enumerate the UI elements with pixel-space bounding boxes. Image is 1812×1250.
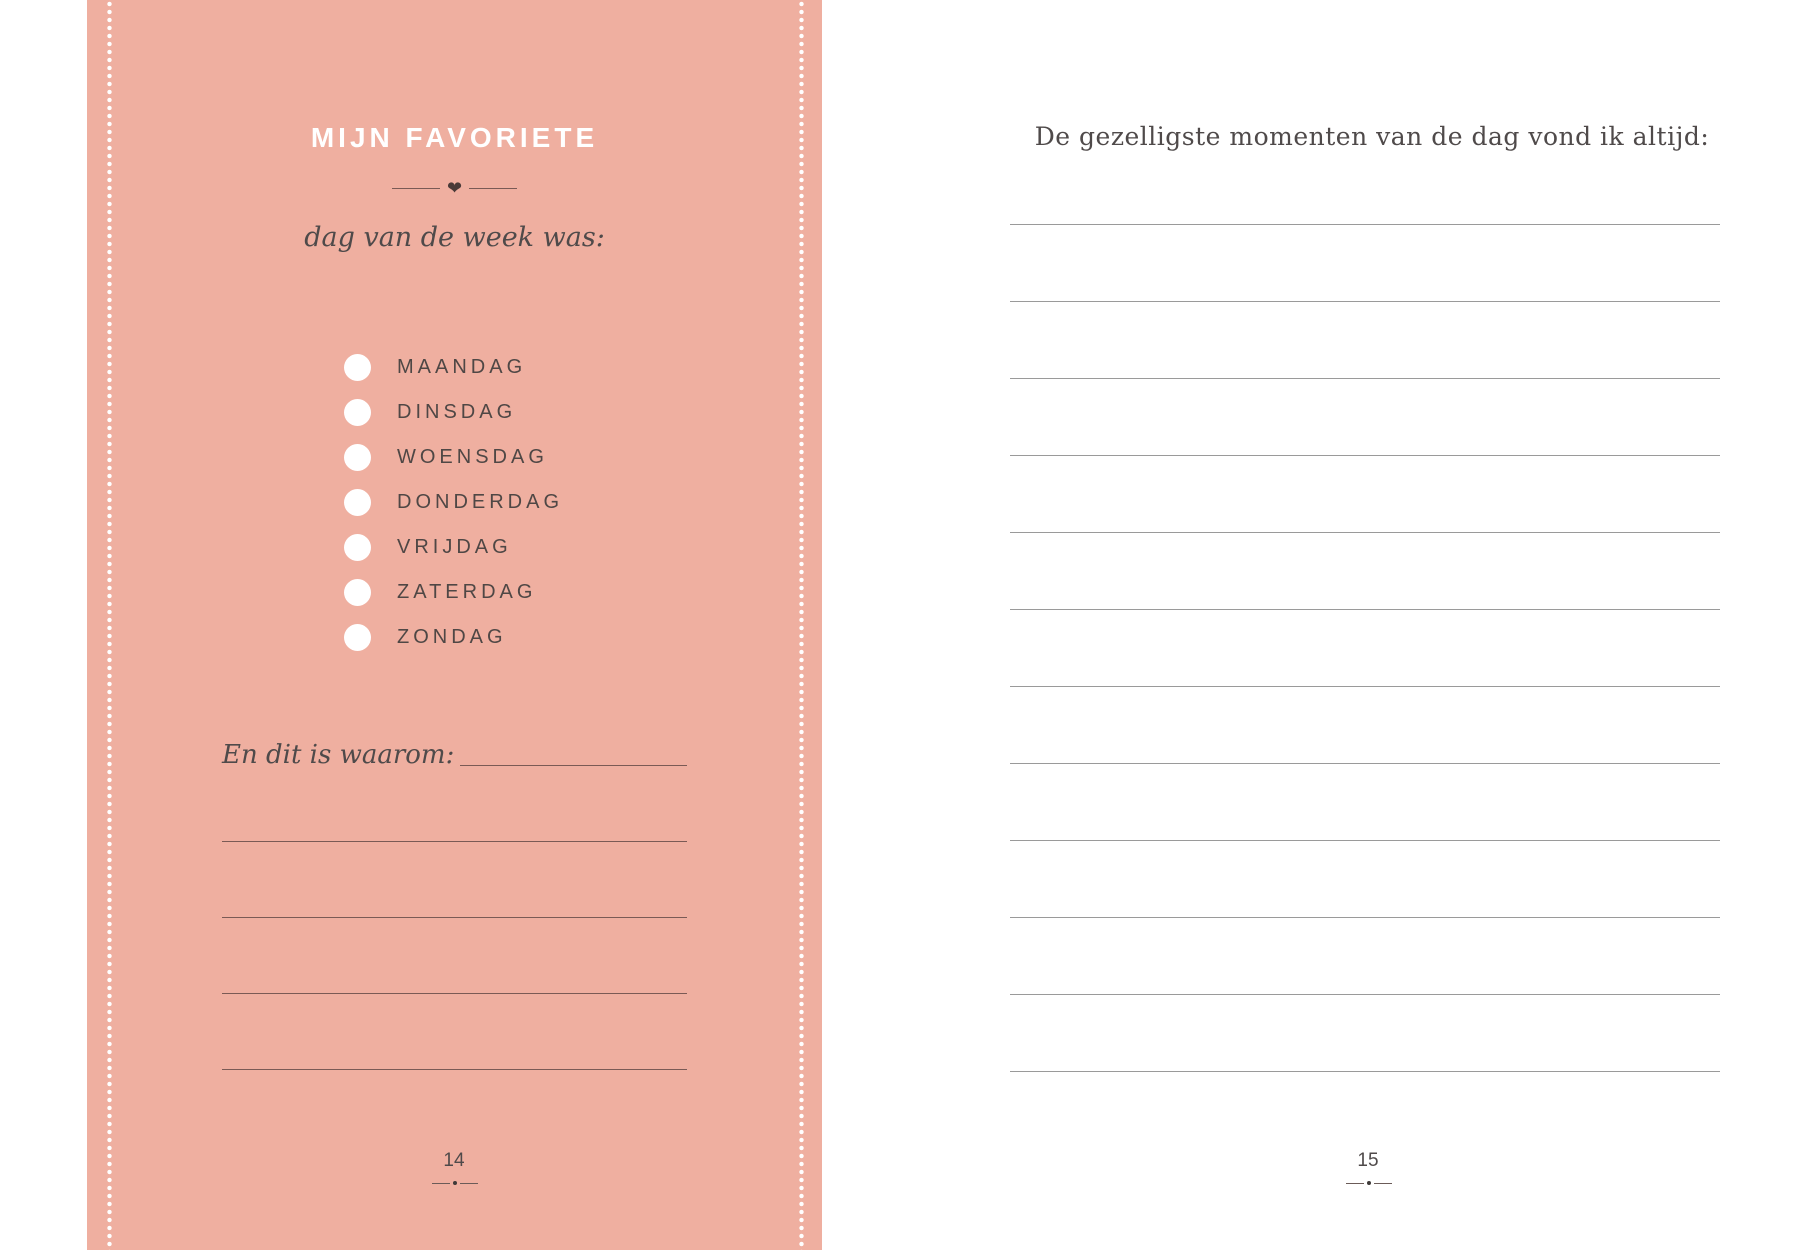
writing-line[interactable]: [222, 1069, 687, 1070]
writing-line[interactable]: [222, 993, 687, 994]
day-label: ZATERDAG: [397, 581, 537, 603]
divider-line-right: [469, 188, 517, 189]
heart-divider: [392, 176, 517, 200]
day-option-maandag[interactable]: [344, 345, 563, 390]
day-label: ZONDAG: [397, 626, 507, 648]
day-checklist: [344, 345, 563, 660]
writing-line[interactable]: [1010, 763, 1720, 764]
day-label: DINSDAG: [397, 401, 517, 423]
right-page: [822, 0, 1812, 1245]
writing-line[interactable]: [1010, 301, 1720, 302]
writing-line[interactable]: [1010, 917, 1720, 918]
writing-line[interactable]: [1010, 609, 1720, 610]
day-option-zondag[interactable]: [344, 615, 563, 660]
radio-circle-icon[interactable]: [344, 399, 371, 426]
radio-circle-icon[interactable]: [344, 534, 371, 561]
divider-line-left: [392, 188, 440, 189]
day-label: MAANDAG: [397, 356, 527, 378]
page-subtitle: dag van de week was:: [304, 222, 605, 253]
writing-line[interactable]: [1010, 840, 1720, 841]
day-option-donderdag[interactable]: [344, 480, 563, 525]
writing-line[interactable]: [1010, 686, 1720, 687]
day-label: VRIJDAG: [397, 536, 512, 558]
page-number: 14: [443, 1150, 465, 1171]
writing-line[interactable]: [222, 841, 687, 842]
writing-line[interactable]: [1010, 378, 1720, 379]
dotted-border-left: [107, 0, 112, 1250]
radio-circle-icon[interactable]: [344, 354, 371, 381]
day-option-zaterdag[interactable]: [344, 570, 563, 615]
heart-icon: ❤: [446, 178, 463, 198]
day-option-woensdag[interactable]: [344, 435, 563, 480]
radio-circle-icon[interactable]: [344, 579, 371, 606]
radio-circle-icon[interactable]: [344, 444, 371, 471]
writing-line[interactable]: [1010, 532, 1720, 533]
writing-line[interactable]: [1010, 224, 1720, 225]
dotted-border-right: [799, 0, 804, 1250]
why-label: En dit is waarom:: [222, 740, 455, 770]
radio-circle-icon[interactable]: [344, 624, 371, 651]
right-page-heading: De gezelligste momenten van de dag vond ik altijd:: [1034, 122, 1710, 151]
writing-line[interactable]: [1010, 994, 1720, 995]
day-option-dinsdag[interactable]: [344, 390, 563, 435]
day-label: WOENSDAG: [397, 446, 548, 468]
writing-line[interactable]: [460, 765, 687, 766]
page-number-ornament: [432, 1181, 478, 1187]
page-number-ornament: [1346, 1181, 1392, 1187]
writing-line[interactable]: [222, 917, 687, 918]
day-label: DONDERDAG: [397, 491, 564, 513]
day-option-vrijdag[interactable]: [344, 525, 563, 570]
page-title: MIJN FAVORIETE: [310, 122, 599, 153]
radio-circle-icon[interactable]: [344, 489, 371, 516]
page-number: 15: [1357, 1150, 1379, 1171]
left-page: [87, 0, 822, 1250]
writing-line[interactable]: [1010, 1071, 1720, 1072]
writing-line[interactable]: [1010, 455, 1720, 456]
